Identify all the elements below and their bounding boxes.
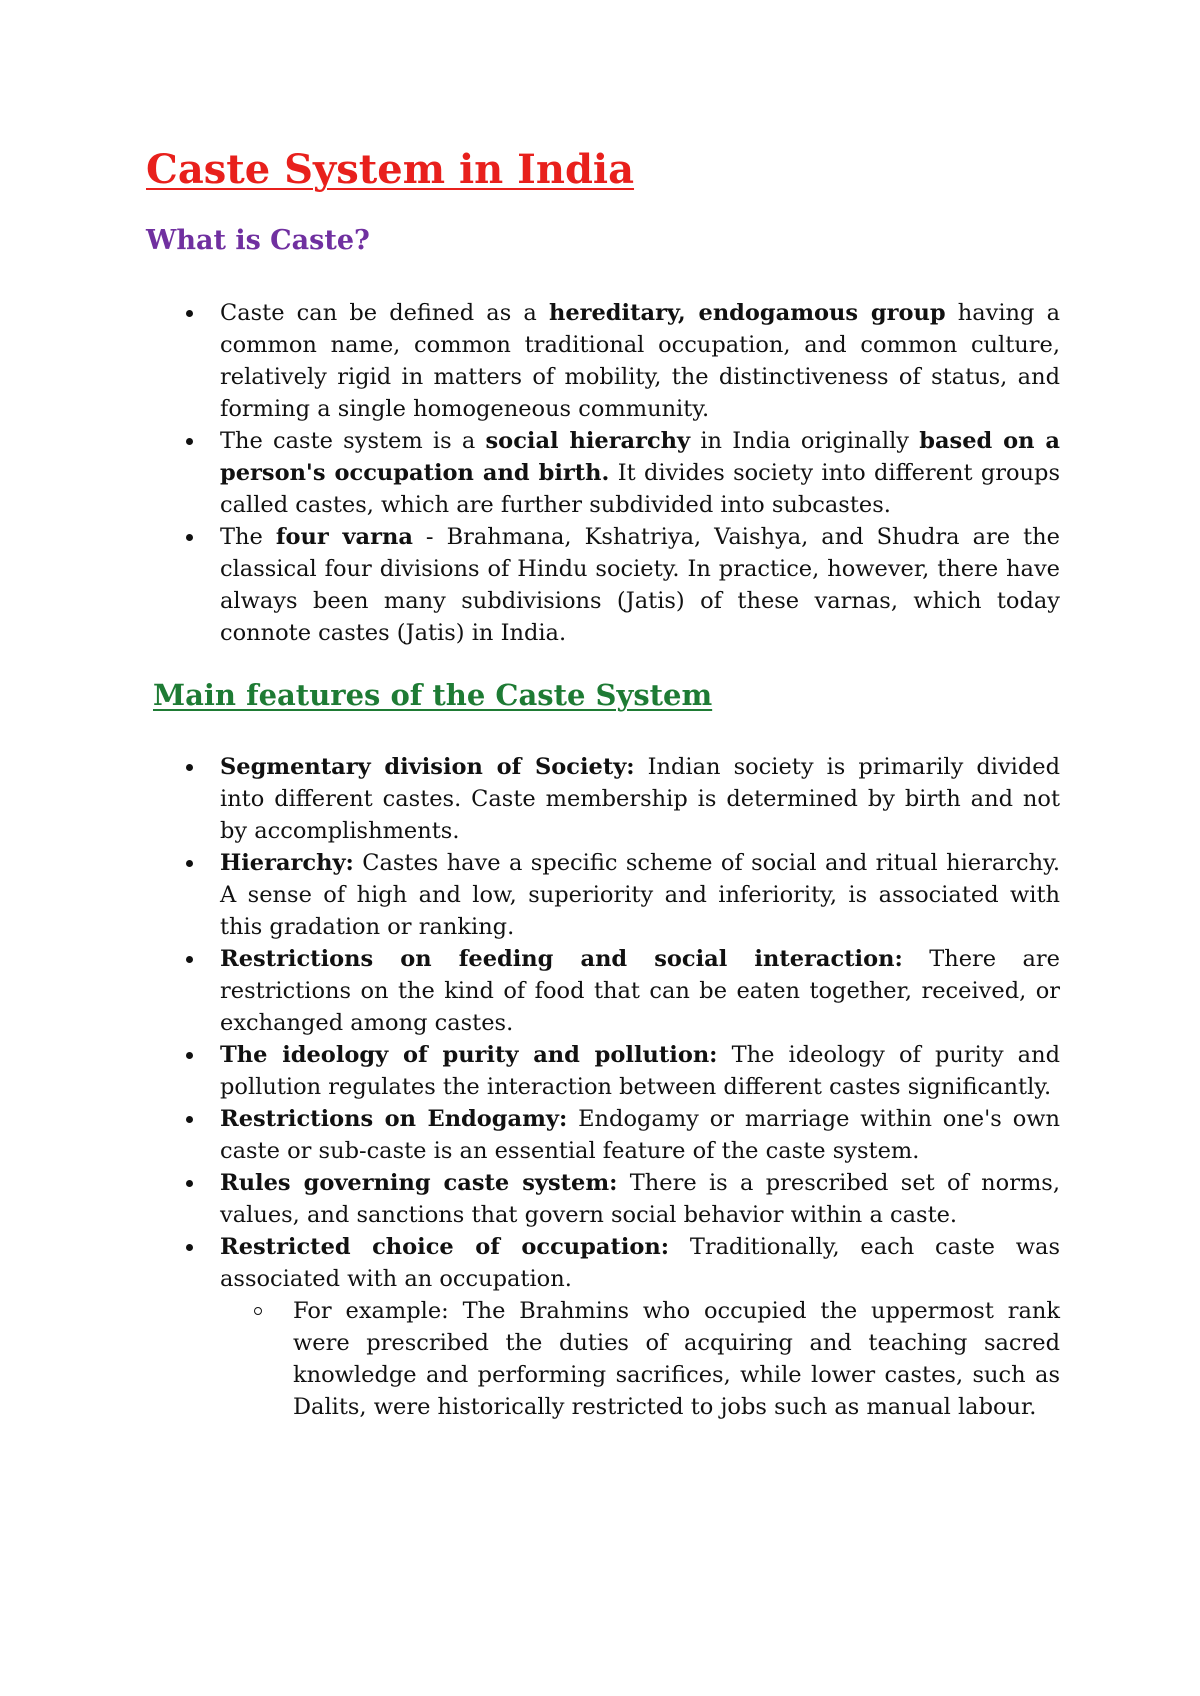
item-bold-text: four varna bbox=[275, 524, 413, 550]
item-bold-text: based on a person's occupation and birth. bbox=[220, 428, 1061, 486]
item-text: It divides society into different groups called castes, which are further subdivided into subcastes. bbox=[220, 460, 1060, 518]
bullet-icon bbox=[186, 534, 193, 541]
item-bold-text: hereditary, endogamous group bbox=[548, 300, 946, 326]
list-item bbox=[0, 943, 1060, 1039]
feature-text: Castes have a specific scheme of social and ritual hierarchy. A sense of high and low, superiority and inferiority, is associated with this gradation or ranking. bbox=[220, 850, 1060, 940]
item-text: The bbox=[220, 524, 276, 550]
list-item bbox=[0, 1167, 1060, 1231]
bullet-icon bbox=[186, 1244, 193, 1251]
feature-label: Rules governing caste system: bbox=[220, 1170, 618, 1196]
example-text: For example: The Brahmins who occupied the uppermost rank were prescribed the duties of acquiring and teaching sacred knowledge and performing sacrifices, while lower castes, such as Dalits, were historically restricted to jobs such as manual labour. bbox=[293, 1298, 1060, 1420]
feature-label: Segmentary division of Society: bbox=[220, 754, 635, 780]
example-sublist bbox=[220, 1295, 1060, 1423]
feature-text: There is a prescribed set of norms, values, and sanctions that govern social behavior within a caste. bbox=[220, 1170, 1061, 1228]
features-list bbox=[0, 751, 1060, 1423]
item-text: Caste can be defined as a bbox=[220, 300, 549, 326]
bullet-icon bbox=[186, 310, 193, 317]
what-is-caste-list bbox=[0, 297, 1060, 649]
circle-bullet-icon bbox=[254, 1307, 262, 1315]
feature-text: Endogamy or marriage within one's own caste or sub-caste is an essential feature of the caste system. bbox=[220, 1106, 1060, 1164]
item-text: - Brahmana, Kshatriya, Vaishya, and Shudra are the classical four divisions of Hindu society. In practice, however, there have always been many subdivisions (Jatis) of these varnas, which today connote castes (Jatis) in India. bbox=[220, 524, 1060, 646]
bullet-icon bbox=[186, 764, 193, 771]
bullet-icon bbox=[186, 1116, 193, 1123]
page-title: Caste System in India bbox=[146, 146, 635, 193]
sub-list-item bbox=[293, 1295, 1060, 1423]
list-item bbox=[0, 1039, 1060, 1103]
bullet-icon bbox=[186, 860, 193, 867]
list-item bbox=[0, 1103, 1060, 1167]
item-bold-text: social hierarchy bbox=[485, 428, 691, 454]
feature-label: Restrictions on feeding and social interaction: bbox=[220, 946, 903, 972]
feature-label: The ideology of purity and pollution: bbox=[220, 1042, 718, 1068]
feature-label: Restrictions on Endogamy: bbox=[220, 1106, 568, 1132]
list-item bbox=[0, 751, 1060, 847]
bullet-icon bbox=[186, 1180, 193, 1187]
list-item bbox=[0, 297, 1060, 425]
bullet-icon bbox=[186, 956, 193, 963]
list-item bbox=[0, 1231, 1060, 1423]
item-text: having a common name, common traditional occupation, and common culture, relatively rigid in matters of mobility, the distinctiveness of status, and forming a single homogeneous community. bbox=[220, 300, 1061, 422]
feature-label: Restricted choice of occupation: bbox=[220, 1234, 670, 1260]
item-text: in India originally bbox=[690, 428, 920, 454]
what-is-caste-heading: What is Caste? bbox=[146, 225, 370, 256]
feature-text: Traditionally, each caste was associated with an occupation. bbox=[220, 1234, 1060, 1292]
item-text: The caste system is a bbox=[220, 428, 486, 454]
bullet-icon bbox=[186, 438, 193, 445]
list-item bbox=[0, 521, 1060, 649]
feature-text: The ideology of purity and pollution regulates the interaction between different castes significantly. bbox=[220, 1042, 1060, 1100]
list-item bbox=[0, 847, 1060, 943]
feature-text: There are restrictions on the kind of food that can be eaten together, received, or exchanged among castes. bbox=[220, 946, 1060, 1036]
bullet-icon bbox=[186, 1052, 193, 1059]
list-item bbox=[0, 425, 1060, 521]
feature-text: Indian society is primarily divided into different castes. Caste membership is determined by birth and not by accomplishments. bbox=[220, 754, 1060, 844]
feature-label: Hierarchy: bbox=[220, 850, 354, 876]
main-features-heading: Main features of the Caste System bbox=[153, 678, 713, 712]
